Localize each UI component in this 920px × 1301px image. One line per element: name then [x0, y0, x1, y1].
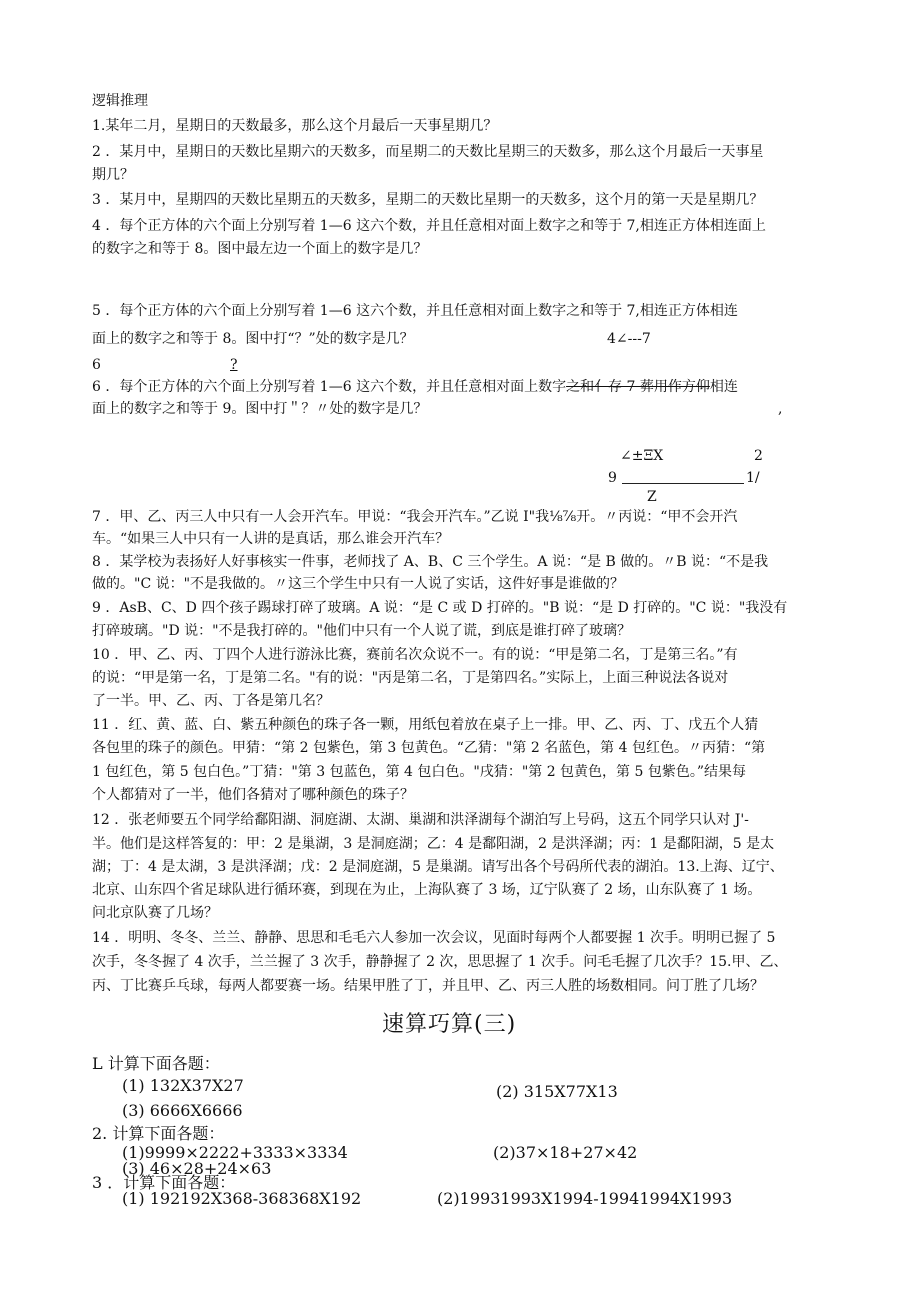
question-11-line-1: 11 ．红、黄、蓝、白、紫五种颜色的珠子各一颗，用纸包着放在桌子上一排。甲、乙、丙、丁、戊五个人猜	[92, 717, 759, 733]
question-9-line-2: 打碎玻璃。"D 说："不是我打碎的。"他们中只有一个人说了谎，到底是谁打碎了玻璃？	[92, 623, 631, 639]
problem-3b: (2)19931993X1994-19941994X1993	[437, 1189, 733, 1208]
q6-figure-line	[622, 483, 744, 484]
question-2-line-1: 2 ．某月中，星期日的天数比星期六的天数多，而星期二的天数比星期三的天数多，那么这个月最后一天事星	[92, 144, 764, 160]
question-1: 1.某年二月，星期日的天数最多，那么这个月最后一天事星期几？	[92, 118, 498, 134]
problem-2b: (2)37×18+27×42	[493, 1143, 638, 1162]
question-14-line-1: 14 ．明明、冬冬、兰兰、静静、思思和毛毛六人参加一次会议，见面时每两个人都要握 1 次手。明明已握了 5	[92, 930, 776, 946]
question-11-line-2: 各包里的珠子的颜色。甲猜：“第 2 包紫色，第 3 包黄色。“乙猜："第 2 名蓝色，第 4 包红色。〃丙猜：“第	[92, 740, 766, 756]
question-12-line-1: 12 ．张老师要五个同学给鄱阳湖、洞庭湖、太湖、巢湖和洪泽湖每个湖泊写上号码，这五个同学只认对 J'-	[92, 812, 749, 828]
q5-figure-question-mark: ?	[230, 357, 238, 373]
question-6-line-1-tail: 相连	[709, 379, 738, 395]
q6-figure-top-right-label: 2	[754, 448, 763, 464]
q6-figure-left-label: 9	[608, 470, 617, 486]
question-10-line-3: 了一半。甲、乙、丙、丁各是第几名？	[92, 693, 330, 709]
question-9-line-1: 9 ．AsB、C、D 四个孩子踢球打碎了玻璃。A 说：“是 C 或 D 打碎的。"B 说：“是 D 打碎的。"C 说："我没有	[92, 600, 788, 616]
question-12-line-2: 半。他们是这样答复的：甲：2 是巢湖，3 是洞庭湖；乙：4 是鄱阳湖，2 是洪泽湖；丙：1 是鄱阳湖，5 是太	[92, 836, 775, 852]
question-5-line-2: 面上的数字之和等于 8。图中打“？”处的数字是几？	[92, 331, 414, 347]
problem-3-heading: 3 ．计算下面各题：	[92, 1173, 236, 1192]
question-2-line-2: 期几？	[92, 167, 134, 183]
q6-figure-bottom-label: Z	[647, 489, 657, 505]
question-6-line-1-text: 6 ．每个正方体的六个面上分别写着 1—6 这六个数，并且任意相对面上数字	[92, 379, 567, 395]
question-3: 3 ．某月中，星期四的天数比星期五的天数多，星期二的天数比星期一的天数多，这个月的第一天是星期几？	[92, 192, 764, 208]
question-6-struck-text: 之和亻存 7 葬用作方仰	[566, 379, 710, 395]
question-7-line-1: 7 ．甲、乙、丙三人中只有一人会开汽车。甲说：“我会开汽车。”乙说 I"我⅛⅞开。〃丙说：“甲不会开汽	[92, 509, 738, 525]
problem-1b: (2) 315X77X13	[496, 1082, 618, 1101]
q6-figure-right-label: 1/	[746, 470, 760, 486]
problem-3a: (1) 192192X368-368368X192	[122, 1189, 362, 1208]
question-7-line-2: 车。“如果三人中只有一人讲的是真话，那么谁会开汽车？	[92, 531, 450, 547]
question-6-line-2: 面上的数字之和等于 9。图中打＂？〃处的数字是几？	[92, 401, 428, 417]
problem-1a: (1) 132X37X27	[122, 1076, 244, 1095]
question-10-line-1: 10 ．甲、乙、丙、丁四个人进行游泳比赛，赛前名次众说不一。有的说：“甲是第二名，丁是第三名。”有	[92, 647, 738, 663]
question-12-line-4: 北京、山东四个省足球队进行循环赛，到现在为止，上海队赛了 3 场，辽宁队赛了 2 场，山东队赛了 1 场。	[92, 882, 762, 898]
question-6-line-1	[92, 376, 738, 398]
question-4-line-2: 的数字之和等于 8。图中最左边一个面上的数字是几？	[92, 241, 428, 257]
q6-figure-top-label: ∠±ΞX	[620, 448, 664, 464]
question-8-line-1: 8 ．某学校为表扬好人好事核实一件事，老师找了 A、B、C 三个学生。A 说：“是 B 做的。〃B 说：“不是我	[92, 554, 769, 570]
question-12-line-5: 问北京队赛了几场？	[92, 905, 218, 921]
problem-2c: (3) 46×28+24×63	[122, 1159, 272, 1178]
question-4-line-1: 4 ．每个正方体的六个面上分别写着 1—6 这六个数，并且任意相对面上数字之和等于 7,相连正方体相连面上	[92, 218, 766, 234]
q6-comma-mark: ,	[778, 401, 783, 417]
section-heading: 逻辑推理	[92, 93, 148, 109]
section-title: 速算巧算(三)	[382, 1012, 517, 1037]
q5-figure-left-label: 6	[92, 357, 101, 373]
question-11-line-3: 1 包红色，第 5 包白色。”丁猜："第 3 包蓝色，第 4 包白色。"戌猜："第 2 包黄色，第 5 包紫色。”结果每	[92, 764, 747, 780]
question-14-line-3: 丙、丁比赛乒乓球，每两人都要赛一场。结果甲胜了丁，并且甲、乙、丙三人胜的场数相同。问丁胜了几场？	[92, 978, 764, 994]
problem-1-heading: L 计算下面各题：	[92, 1054, 220, 1073]
question-14-line-2: 次手，冬冬握了 4 次手，兰兰握了 3 次手，静静握了 2 次，思思握了 1 次手。问毛毛握了几次手？15.甲、乙、	[92, 954, 788, 970]
question-5-line-1: 5 ．每个正方体的六个面上分别写着 1—6 这六个数，并且任意相对面上数字之和等于 7,相连正方体相连	[92, 303, 738, 319]
question-12-line-3: 湖；丁：4 是太湖，3 是洪泽湖；戊：2 是洞庭湖，5 是巢湖。请写出各个号码所代表的湖泊。13.上海、辽宁、	[92, 859, 784, 875]
question-11-line-4: 个人都猜对了一半，他们各猜对了哪种颜色的珠子？	[92, 787, 414, 803]
problem-1c: (3) 6666X6666	[122, 1101, 243, 1120]
question-8-line-2: 做的。"C 说："不是我做的。〃这三个学生中只有一人说了实话，这件好事是谁做的？	[92, 576, 625, 592]
q5-figure-right-label: 4∠---7	[607, 331, 651, 347]
question-10-line-2: 的说：“甲是第一名，丁是第二名。"有的说："丙是第二名，丁是第四名。”实际上，上面三种说法各说对	[92, 670, 729, 686]
problem-2a: (1)9999×2222+3333×3334	[122, 1143, 348, 1162]
problem-2-heading: 2. 计算下面各题：	[92, 1124, 225, 1143]
